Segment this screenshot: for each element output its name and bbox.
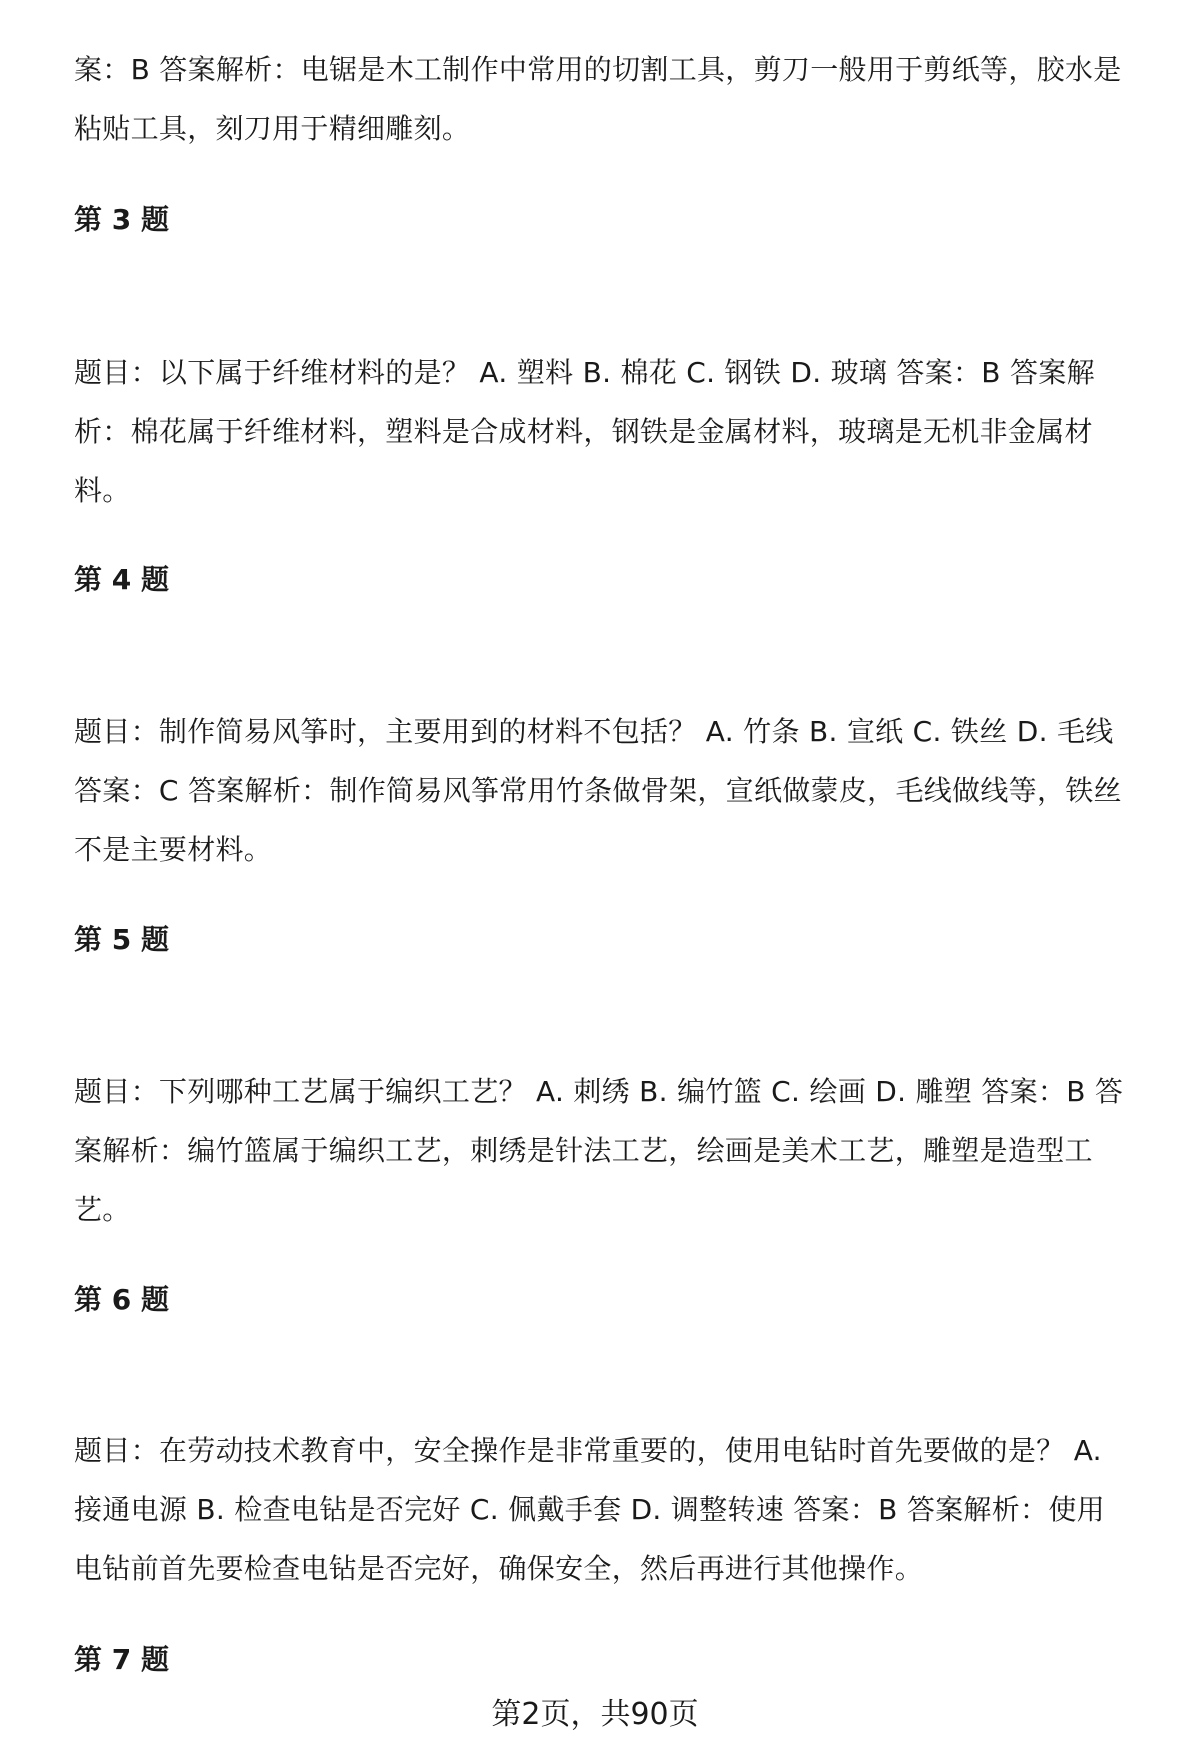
question-heading: [74, 200, 1124, 240]
question-paragraph: [74, 343, 1124, 520]
page-number-footer: 第2页，共90页: [491, 1697, 699, 1732]
question-number: 第 3 题: [74, 203, 169, 236]
question-paragraph: [74, 702, 1124, 879]
question-paragraph: [74, 1421, 1124, 1598]
paragraph-text: 题目：以下属于纤维材料的是？ A. 塑料 B. 棉花 C. 钢铁 D. 玻璃 答案：B 答案解析：棉花属于纤维材料，塑料是合成材料，钢铁是金属材料，玻璃是无机非金属材料。: [74, 356, 1095, 507]
question-number: 第 4 题: [74, 563, 169, 596]
question-heading: [74, 560, 1124, 600]
question-heading: [74, 920, 1124, 960]
paragraph-text: 题目：下列哪种工艺属于编织工艺？ A. 刺绣 B. 编竹篮 C. 绘画 D. 雕塑 答案：B 答案解析：编竹篮属于编织工艺，刺绣是针法工艺，绘画是美术工艺，雕塑是造型工艺。: [74, 1075, 1124, 1226]
paragraph-text: 题目：在劳动技术教育中，安全操作是非常重要的，使用电钻时首先要做的是？ A. 接通电源 B. 检查电钻是否完好 C. 佩戴手套 D. 调整转速 答案：B 答案解析：使用电钻前首先要检查电钻是否完好，确保安全，然后再进行其他操作。: [74, 1434, 1105, 1585]
question-number: 第 5 题: [74, 923, 169, 956]
question-number: 第 6 题: [74, 1283, 169, 1316]
question-paragraph: [74, 1062, 1124, 1239]
paragraph-text: 案：B 答案解析：电锯是木工制作中常用的切割工具，剪刀一般用于剪纸等，胶水是粘贴工具，刻刀用于精细雕刻。: [74, 53, 1122, 145]
question-heading: [74, 1640, 1124, 1680]
paragraph-text: 题目：制作简易风筝时，主要用到的材料不包括？ A. 竹条 B. 宣纸 C. 铁丝 D. 毛线 答案：C 答案解析：制作简易风筝常用竹条做骨架，宣纸做蒙皮，毛线做线等，铁丝不是主要材料。: [74, 715, 1122, 866]
answer-paragraph: [74, 40, 1124, 158]
question-number: 第 7 题: [74, 1643, 169, 1676]
question-heading: [74, 1280, 1124, 1320]
